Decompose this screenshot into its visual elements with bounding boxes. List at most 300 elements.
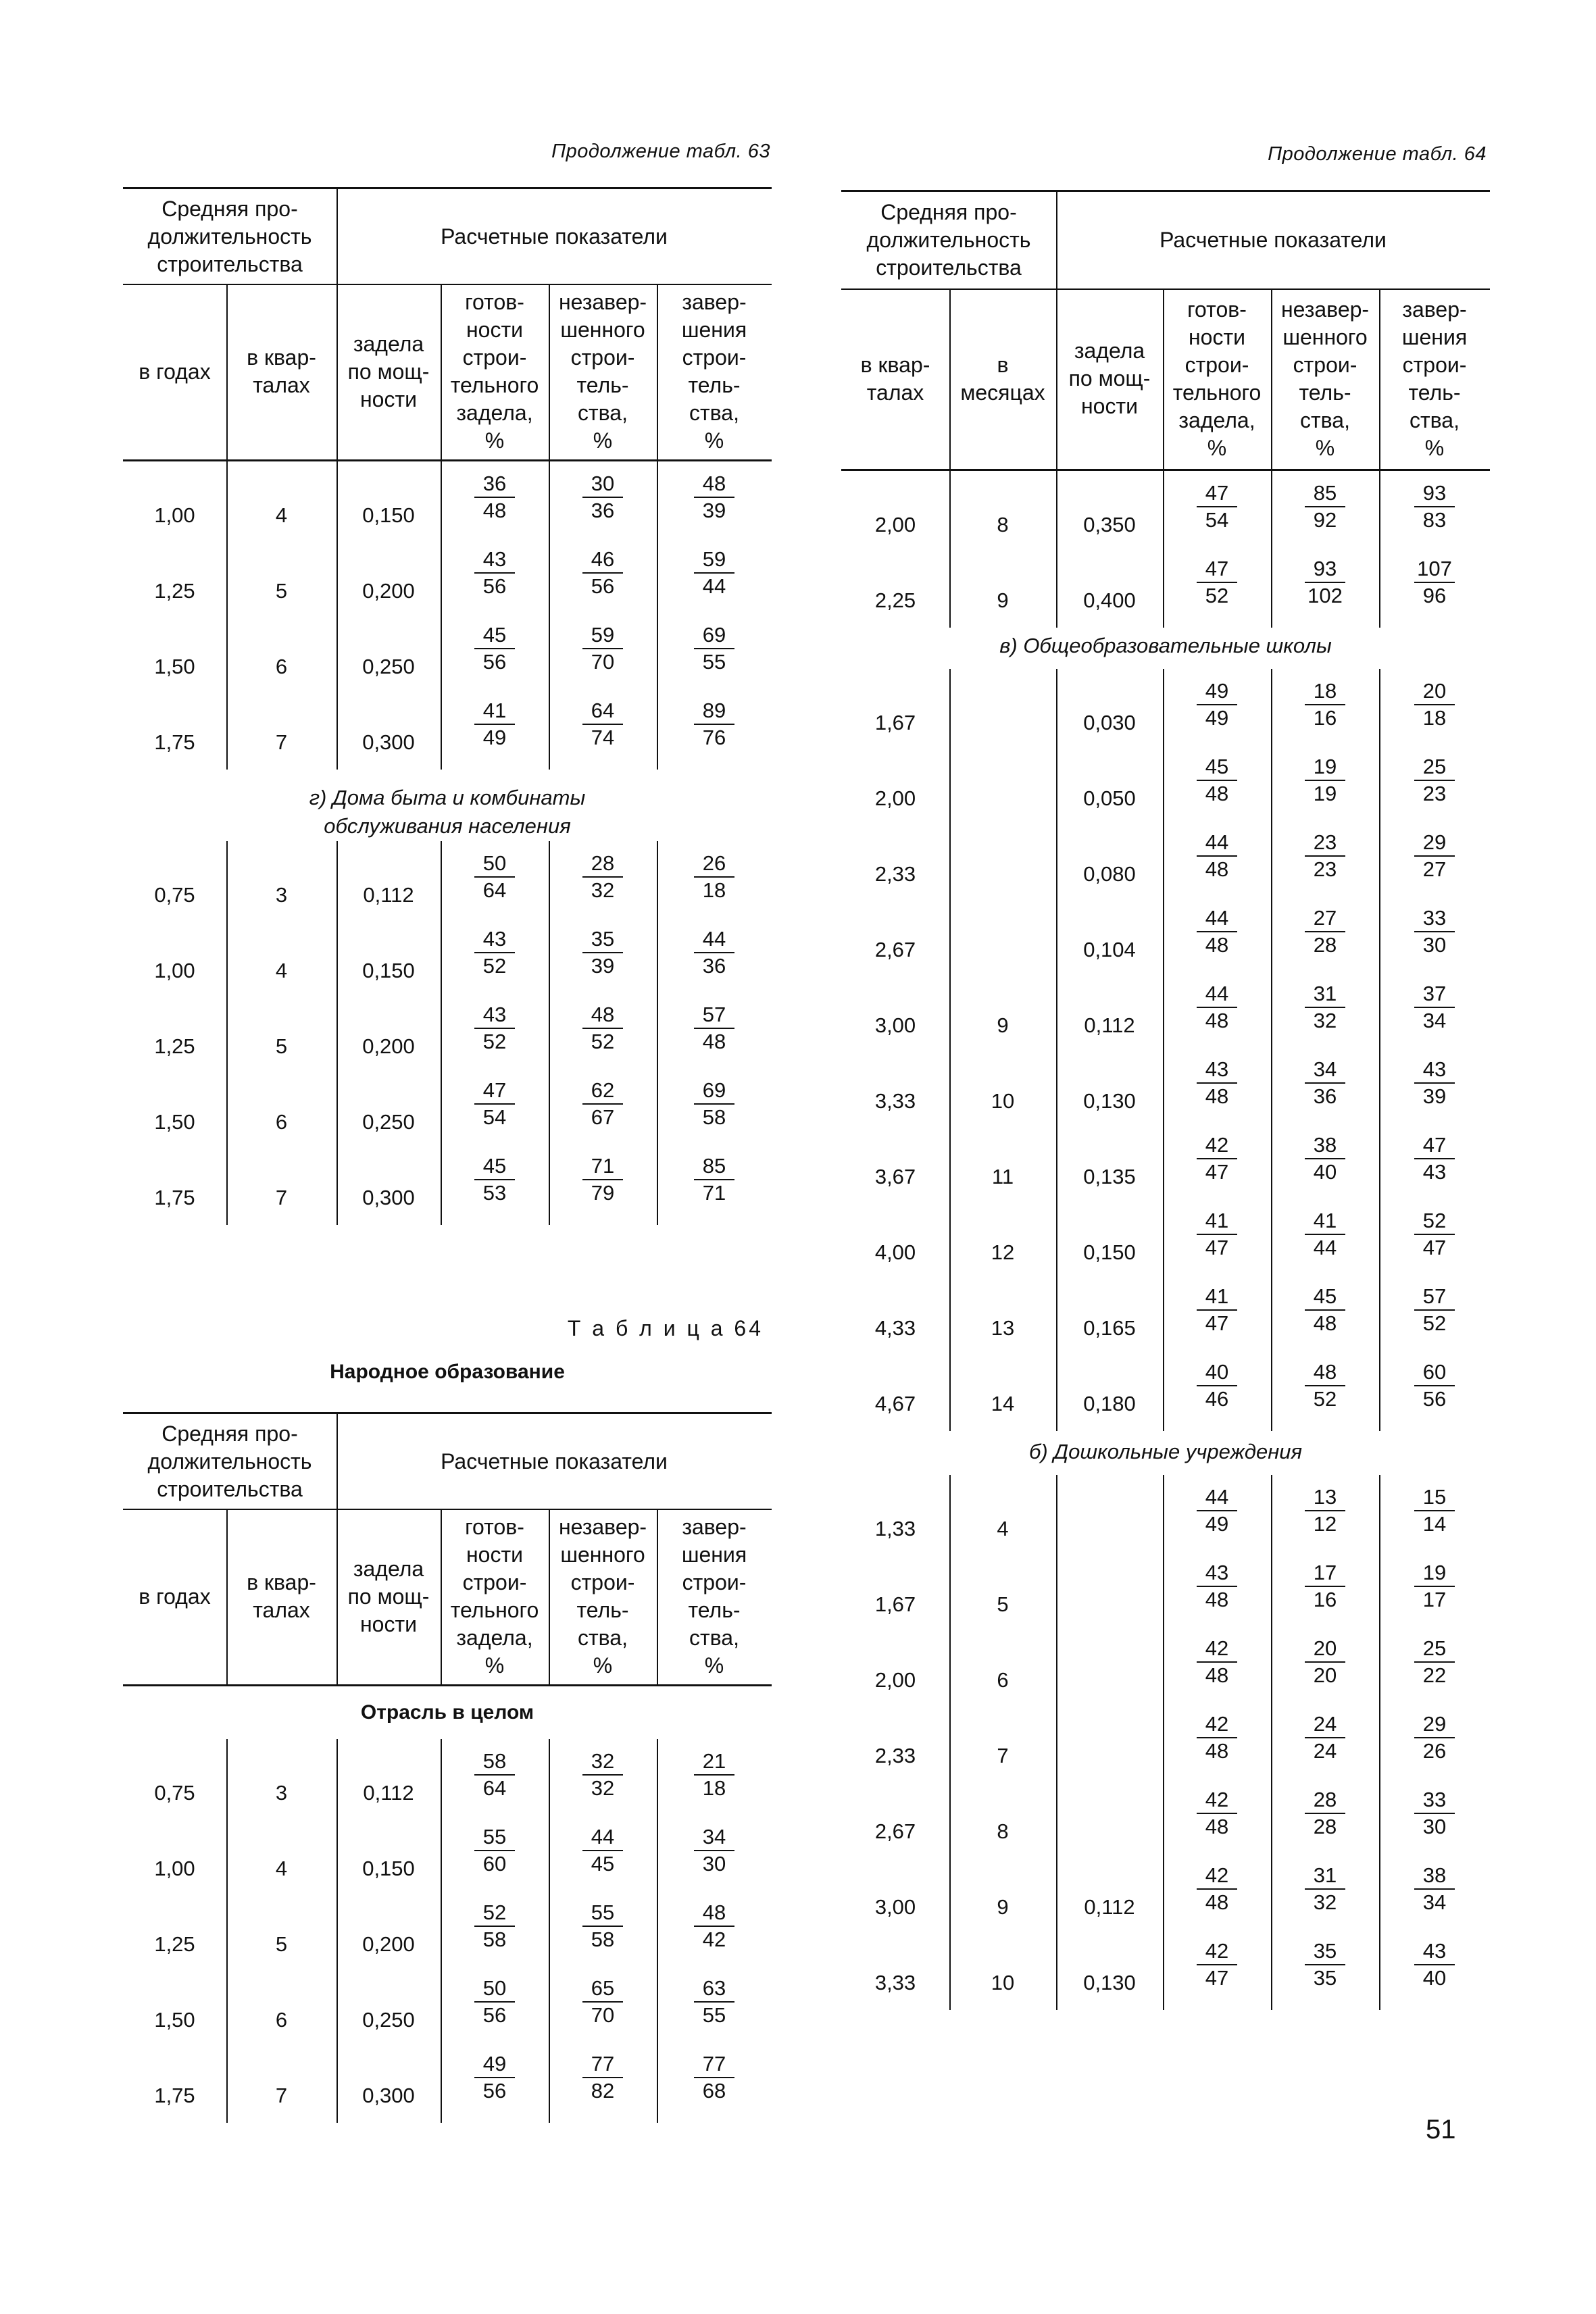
cell-c: 0,200 (362, 1034, 415, 1058)
numerator: 33 (1422, 906, 1447, 930)
denominator: 47 (1197, 1158, 1237, 1185)
fraction-cell (582, 622, 623, 675)
numerator: 34 (702, 1825, 726, 1848)
table-section-v (841, 669, 1490, 1431)
cell-a: 1,67 (874, 711, 916, 734)
denominator: 48 (1197, 1813, 1237, 1840)
cell-c: 0,250 (362, 655, 415, 678)
header-gotov: готов- ности строи- тельного задела, % (450, 290, 539, 453)
cell-b: 7 (275, 2084, 288, 2107)
fraction-cell (582, 698, 623, 751)
numerator: 35 (591, 927, 615, 951)
fraction-cell (474, 926, 515, 979)
cell-b: 4 (275, 503, 288, 527)
denominator: 32 (582, 876, 623, 903)
cell-a: 3,67 (874, 1165, 916, 1188)
numerator: 46 (591, 547, 615, 571)
table-body (841, 1475, 1490, 2010)
numerator: 42 (1205, 1636, 1229, 1660)
cell-b: 5 (275, 579, 288, 603)
fraction-cell (1305, 1636, 1345, 1688)
denominator: 26 (1414, 1737, 1455, 1764)
cell-a: 1,33 (874, 1517, 916, 1540)
cell-c: 0,150 (362, 503, 415, 527)
numerator: 43 (1205, 1561, 1229, 1584)
numerator: 13 (1313, 1485, 1337, 1509)
numerator: 19 (1422, 1561, 1447, 1584)
denominator: 48 (1197, 780, 1237, 807)
denominator: 48 (1197, 1661, 1237, 1688)
denominator: 48 (1197, 1888, 1237, 1915)
fraction-cell (1197, 1359, 1237, 1412)
fraction-cell (1414, 480, 1455, 533)
cell-b: 9 (997, 1895, 1009, 1919)
denominator: 28 (1305, 931, 1345, 958)
fraction-cell (694, 1002, 734, 1055)
cell-b: 6 (275, 2008, 288, 2032)
header-quarters: в квар- талах (247, 1570, 316, 1622)
cell-c: 0,135 (1083, 1165, 1136, 1188)
numerator: 27 (1313, 906, 1337, 930)
numerator: 44 (1205, 982, 1229, 1005)
denominator: 44 (694, 572, 734, 599)
denominator: 36 (582, 497, 623, 524)
table-row (841, 1350, 1490, 1426)
cell-c: 0,150 (1083, 1240, 1136, 1264)
denominator: 74 (582, 724, 623, 751)
fraction-cell (694, 1976, 734, 2028)
numerator: 30 (591, 472, 615, 495)
fraction-cell (582, 1749, 623, 1801)
cell-a: 3,00 (874, 1895, 916, 1919)
denominator: 49 (474, 724, 515, 751)
table-body (123, 841, 772, 1225)
fraction-cell (1414, 1359, 1455, 1412)
denominator: 20 (1305, 1661, 1345, 1688)
numerator: 26 (702, 851, 726, 875)
denominator: 55 (694, 648, 734, 675)
numerator: 40 (1205, 1360, 1229, 1384)
numerator: 48 (591, 1003, 615, 1026)
denominator: 52 (1305, 1385, 1345, 1412)
fraction-cell (582, 471, 623, 524)
fraction-cell (1305, 1863, 1345, 1915)
numerator: 62 (591, 1078, 615, 1102)
header-zadela: задела по мощ- ности (347, 1556, 430, 1636)
denominator: 18 (694, 1774, 734, 1801)
table-row (123, 461, 772, 537)
fraction-cell (582, 1900, 623, 1953)
table-row (841, 1778, 1490, 1853)
denominator: 52 (1414, 1309, 1455, 1336)
denominator: 17 (1414, 1586, 1455, 1613)
numerator: 43 (1422, 1939, 1447, 1963)
section-b-title: б) Дошкольные учреждения (1028, 1440, 1303, 1463)
denominator: 58 (474, 1926, 515, 1953)
denominator: 19 (1305, 780, 1345, 807)
fraction-cell (1197, 981, 1237, 1034)
denominator: 56 (474, 648, 515, 675)
fraction-cell (1414, 1938, 1455, 1991)
denominator: 39 (694, 497, 734, 524)
denominator: 39 (582, 952, 623, 979)
numerator: 44 (1205, 1485, 1229, 1509)
fraction-cell (582, 1153, 623, 1206)
cell-c: 0,250 (362, 2008, 415, 2032)
cell-c: 0,300 (362, 730, 415, 754)
numerator: 25 (1422, 1636, 1447, 1660)
cell-c: 0,250 (362, 1110, 415, 1134)
table-64-label: Т а б л и ц а 64 (567, 1316, 764, 1340)
numerator: 28 (1313, 1788, 1337, 1811)
fraction-cell (474, 851, 515, 903)
cell-b: 4 (997, 1517, 1009, 1540)
denominator: 52 (474, 1028, 515, 1055)
header-duration: Средняя про- должительность строительства (147, 196, 312, 276)
denominator: 49 (1197, 704, 1237, 731)
numerator: 41 (1313, 1209, 1337, 1232)
cell-a: 4,33 (874, 1316, 916, 1340)
cell-c: 0,165 (1083, 1316, 1136, 1340)
denominator: 48 (1197, 1007, 1237, 1034)
table-row (841, 1123, 1490, 1199)
cell-b: 10 (991, 1089, 1015, 1113)
fraction-cell (694, 1900, 734, 1953)
cell-a: 1,00 (154, 503, 195, 527)
denominator: 102 (1305, 582, 1345, 609)
cell-a: 1,50 (154, 1110, 195, 1134)
numerator: 29 (1422, 830, 1447, 854)
fraction-cell (1414, 678, 1455, 731)
cell-a: 2,33 (874, 862, 916, 886)
cell-c: 0,130 (1083, 1089, 1136, 1113)
cell-b: 5 (997, 1592, 1009, 1616)
fraction-cell (694, 471, 734, 524)
denominator: 48 (694, 1028, 734, 1055)
numerator: 47 (1205, 481, 1229, 505)
denominator: 71 (694, 1179, 734, 1206)
denominator: 47 (1197, 1309, 1237, 1336)
cell-b: 12 (991, 1240, 1015, 1264)
fraction-cell (1197, 754, 1237, 807)
fraction-cell (694, 698, 734, 751)
fraction-cell (1414, 1863, 1455, 1915)
cell-a: 0,75 (154, 883, 195, 907)
fraction-cell (474, 1002, 515, 1055)
header-zadela: задела по мощ- ности (1068, 338, 1151, 418)
fraction-cell (474, 1078, 515, 1130)
denominator: 60 (474, 1850, 515, 1877)
fraction-cell (1305, 556, 1345, 609)
fraction-cell (1197, 1484, 1237, 1537)
numerator: 59 (591, 623, 615, 647)
table-row (123, 992, 772, 1068)
cell-a: 2,00 (874, 786, 916, 810)
header-years: в годах (139, 359, 211, 384)
numerator: 71 (591, 1154, 615, 1178)
cell-a: 2,00 (874, 513, 916, 536)
denominator: 48 (1305, 1309, 1345, 1336)
cell-c: 0,030 (1083, 711, 1136, 734)
numerator: 42 (1205, 1133, 1229, 1157)
denominator: 47 (1414, 1234, 1455, 1261)
cell-b: 7 (275, 730, 288, 754)
fraction-cell (1305, 1787, 1345, 1840)
fraction-cell (474, 1749, 515, 1801)
table-row (841, 1047, 1490, 1123)
denominator: 28 (1305, 1813, 1345, 1840)
cell-b: 6 (275, 1110, 288, 1134)
cell-a: 1,67 (874, 1592, 916, 1616)
cell-b: 6 (997, 1668, 1009, 1692)
numerator: 55 (482, 1825, 507, 1848)
numerator: 45 (482, 1154, 507, 1178)
fraction-cell (1197, 678, 1237, 731)
denominator: 48 (1197, 931, 1237, 958)
page-number: 51 (1426, 2115, 1456, 2144)
fraction-cell (582, 547, 623, 599)
cell-a: 1,25 (154, 1034, 195, 1058)
denominator: 58 (582, 1926, 623, 1953)
cell-c: 0,300 (362, 2084, 415, 2107)
table-header (841, 190, 1490, 471)
cell-b: 5 (275, 1932, 288, 1956)
denominator: 23 (1414, 780, 1455, 807)
numerator: 44 (1205, 906, 1229, 930)
cell-c: 0,112 (1084, 1895, 1135, 1919)
denominator: 64 (474, 1774, 515, 1801)
table-row (841, 972, 1490, 1047)
fraction-cell (1197, 1132, 1237, 1185)
denominator: 34 (1414, 1888, 1455, 1915)
table-row (123, 1890, 772, 1966)
numerator: 59 (702, 547, 726, 571)
numerator: 15 (1422, 1485, 1447, 1509)
fraction-cell (1305, 1938, 1345, 1991)
numerator: 19 (1313, 755, 1337, 778)
cell-a: 2,25 (874, 588, 916, 612)
fraction-cell (1414, 1711, 1455, 1764)
denominator: 30 (1414, 1813, 1455, 1840)
numerator: 52 (482, 1901, 507, 1924)
numerator: 47 (1422, 1133, 1447, 1157)
header-zadela: задела по мощ- ности (347, 331, 430, 411)
table-row (123, 917, 772, 992)
table-header (123, 1412, 772, 1686)
numerator: 43 (482, 1003, 507, 1026)
numerator: 63 (702, 1976, 726, 2000)
fraction-cell (1197, 1284, 1237, 1336)
cell-a: 2,00 (874, 1668, 916, 1692)
numerator: 49 (482, 2052, 507, 2076)
denominator: 54 (1197, 506, 1237, 533)
cell-c: 0,150 (362, 959, 415, 982)
header-nezav: незавер- шенного строи- тель- ства, % (558, 1515, 647, 1678)
header-calc: Расчетные показатели (441, 1449, 668, 1474)
fraction-cell (1414, 1560, 1455, 1613)
t64-continuation-caption: Продолжение табл. 64 (1268, 143, 1487, 165)
table-body (841, 471, 1490, 628)
numerator: 93 (1422, 481, 1447, 505)
numerator: 28 (591, 851, 615, 875)
header-nezav: незавер- шенного строи- тель- ства, % (558, 290, 647, 453)
fraction-cell (474, 1153, 515, 1206)
cell-b: 4 (275, 959, 288, 982)
denominator: 76 (694, 724, 734, 751)
fraction-cell (694, 1824, 734, 1877)
fraction-cell (1197, 905, 1237, 958)
numerator: 38 (1313, 1133, 1337, 1157)
t63-continuation-caption: Продолжение табл. 63 (551, 141, 770, 162)
cell-b: 3 (275, 883, 288, 907)
table-63-continuation (123, 187, 772, 770)
fraction-cell (1197, 1787, 1237, 1840)
cell-a: 1,00 (154, 959, 195, 982)
denominator: 27 (1414, 855, 1455, 882)
denominator: 14 (1414, 1510, 1455, 1537)
denominator: 79 (582, 1179, 623, 1206)
denominator: 30 (694, 1850, 734, 1877)
header-years: в годах (139, 1584, 211, 1609)
denominator: 47 (1197, 1964, 1237, 1991)
denominator: 32 (1305, 1007, 1345, 1034)
table-row (841, 896, 1490, 972)
numerator: 18 (1313, 679, 1337, 703)
denominator: 56 (1414, 1385, 1455, 1412)
fraction-cell (1414, 1636, 1455, 1688)
table-64-continuation (841, 190, 1490, 628)
cell-c: 0,112 (1084, 1013, 1135, 1037)
denominator: 58 (694, 1103, 734, 1130)
denominator: 48 (1197, 1737, 1237, 1764)
fraction-cell (1305, 830, 1345, 882)
table-row (123, 1966, 772, 2042)
cell-b: 7 (997, 1744, 1009, 1767)
cell-c: 0,150 (362, 1857, 415, 1880)
fraction-cell (582, 1002, 623, 1055)
fraction-cell (694, 622, 734, 675)
table-row (841, 1475, 1490, 1551)
denominator: 83 (1414, 506, 1455, 533)
numerator: 85 (1313, 481, 1337, 505)
numerator: 33 (1422, 1788, 1447, 1811)
numerator: 48 (1313, 1360, 1337, 1384)
cell-b: 11 (991, 1165, 1014, 1188)
numerator: 32 (591, 1749, 615, 1773)
fraction-cell (474, 698, 515, 751)
numerator: 107 (1417, 557, 1452, 580)
cell-a: 3,33 (874, 1971, 916, 1994)
table-section-g (123, 841, 772, 1225)
denominator: 53 (474, 1179, 515, 1206)
denominator: 16 (1305, 704, 1345, 731)
numerator: 85 (702, 1154, 726, 1178)
table-row (123, 688, 772, 764)
table-row (123, 2042, 772, 2117)
fraction-cell (474, 1900, 515, 1953)
fraction-cell (694, 1078, 734, 1130)
cell-b: 9 (997, 1013, 1009, 1037)
cell-b: 14 (991, 1392, 1015, 1415)
numerator: 43 (1205, 1057, 1229, 1081)
table-row (841, 547, 1490, 622)
numerator: 93 (1313, 557, 1337, 580)
cell-c: 0,300 (362, 1186, 415, 1209)
fraction-cell (1197, 1863, 1237, 1915)
fraction-cell (1414, 830, 1455, 882)
cell-a: 2,67 (874, 1819, 916, 1843)
table-row (841, 820, 1490, 896)
table-row (841, 1626, 1490, 1702)
denominator: 32 (1305, 1888, 1345, 1915)
numerator: 42 (1205, 1939, 1229, 1963)
header-zaver: завер- шения строи- тель- ства, % (1401, 297, 1468, 460)
numerator: 69 (702, 1078, 726, 1102)
header-quarters: в квар- талах (860, 352, 930, 405)
fraction-cell (694, 2051, 734, 2104)
denominator: 23 (1305, 855, 1345, 882)
section-all-title: Отрасль в целом (360, 1701, 534, 1724)
denominator: 30 (1414, 931, 1455, 958)
fraction-cell (1414, 1057, 1455, 1109)
denominator: 92 (1305, 506, 1345, 533)
numerator: 24 (1313, 1712, 1337, 1736)
fraction-cell (1305, 1484, 1345, 1537)
table-row (123, 1739, 772, 1815)
cell-a: 0,75 (154, 1781, 195, 1805)
numerator: 89 (702, 699, 726, 722)
table-row (123, 537, 772, 613)
cell-a: 1,75 (154, 2084, 195, 2107)
denominator: 48 (1197, 1586, 1237, 1613)
numerator: 17 (1313, 1561, 1337, 1584)
numerator: 57 (702, 1003, 726, 1026)
cell-a: 3,33 (874, 1089, 916, 1113)
numerator: 44 (1205, 830, 1229, 854)
table-row (841, 471, 1490, 547)
fraction-cell (1197, 1938, 1237, 1991)
numerator: 77 (591, 2052, 615, 2076)
header-zaver: завер- шения строи- тель- ства, % (681, 290, 747, 453)
numerator: 64 (591, 699, 615, 722)
fraction-cell (1305, 905, 1345, 958)
denominator: 34 (1414, 1007, 1455, 1034)
numerator: 47 (1205, 557, 1229, 580)
numerator: 38 (1422, 1863, 1447, 1887)
denominator: 48 (1197, 855, 1237, 882)
fraction-cell (474, 1976, 515, 2028)
cell-c: 0,350 (1083, 513, 1136, 536)
fraction-cell (1305, 1711, 1345, 1764)
denominator: 43 (1414, 1158, 1455, 1185)
numerator: 31 (1313, 982, 1337, 1005)
numerator: 31 (1313, 1863, 1337, 1887)
numerator: 44 (591, 1825, 615, 1848)
cell-a: 4,67 (874, 1392, 916, 1415)
cell-b: 10 (991, 1971, 1015, 1994)
numerator: 69 (702, 623, 726, 647)
header-gotov: готов- ности строи- тельного задела, % (450, 1515, 539, 1678)
cell-b: 7 (275, 1186, 288, 1209)
fraction-cell (582, 1078, 623, 1130)
fraction-cell (582, 2051, 623, 2104)
table-row (841, 1199, 1490, 1274)
cell-c: 0,200 (362, 1932, 415, 1956)
table-row (123, 1068, 772, 1144)
denominator: 40 (1414, 1964, 1455, 1991)
header-calc: Расчетные показатели (1159, 228, 1387, 252)
denominator: 22 (1414, 1661, 1455, 1688)
